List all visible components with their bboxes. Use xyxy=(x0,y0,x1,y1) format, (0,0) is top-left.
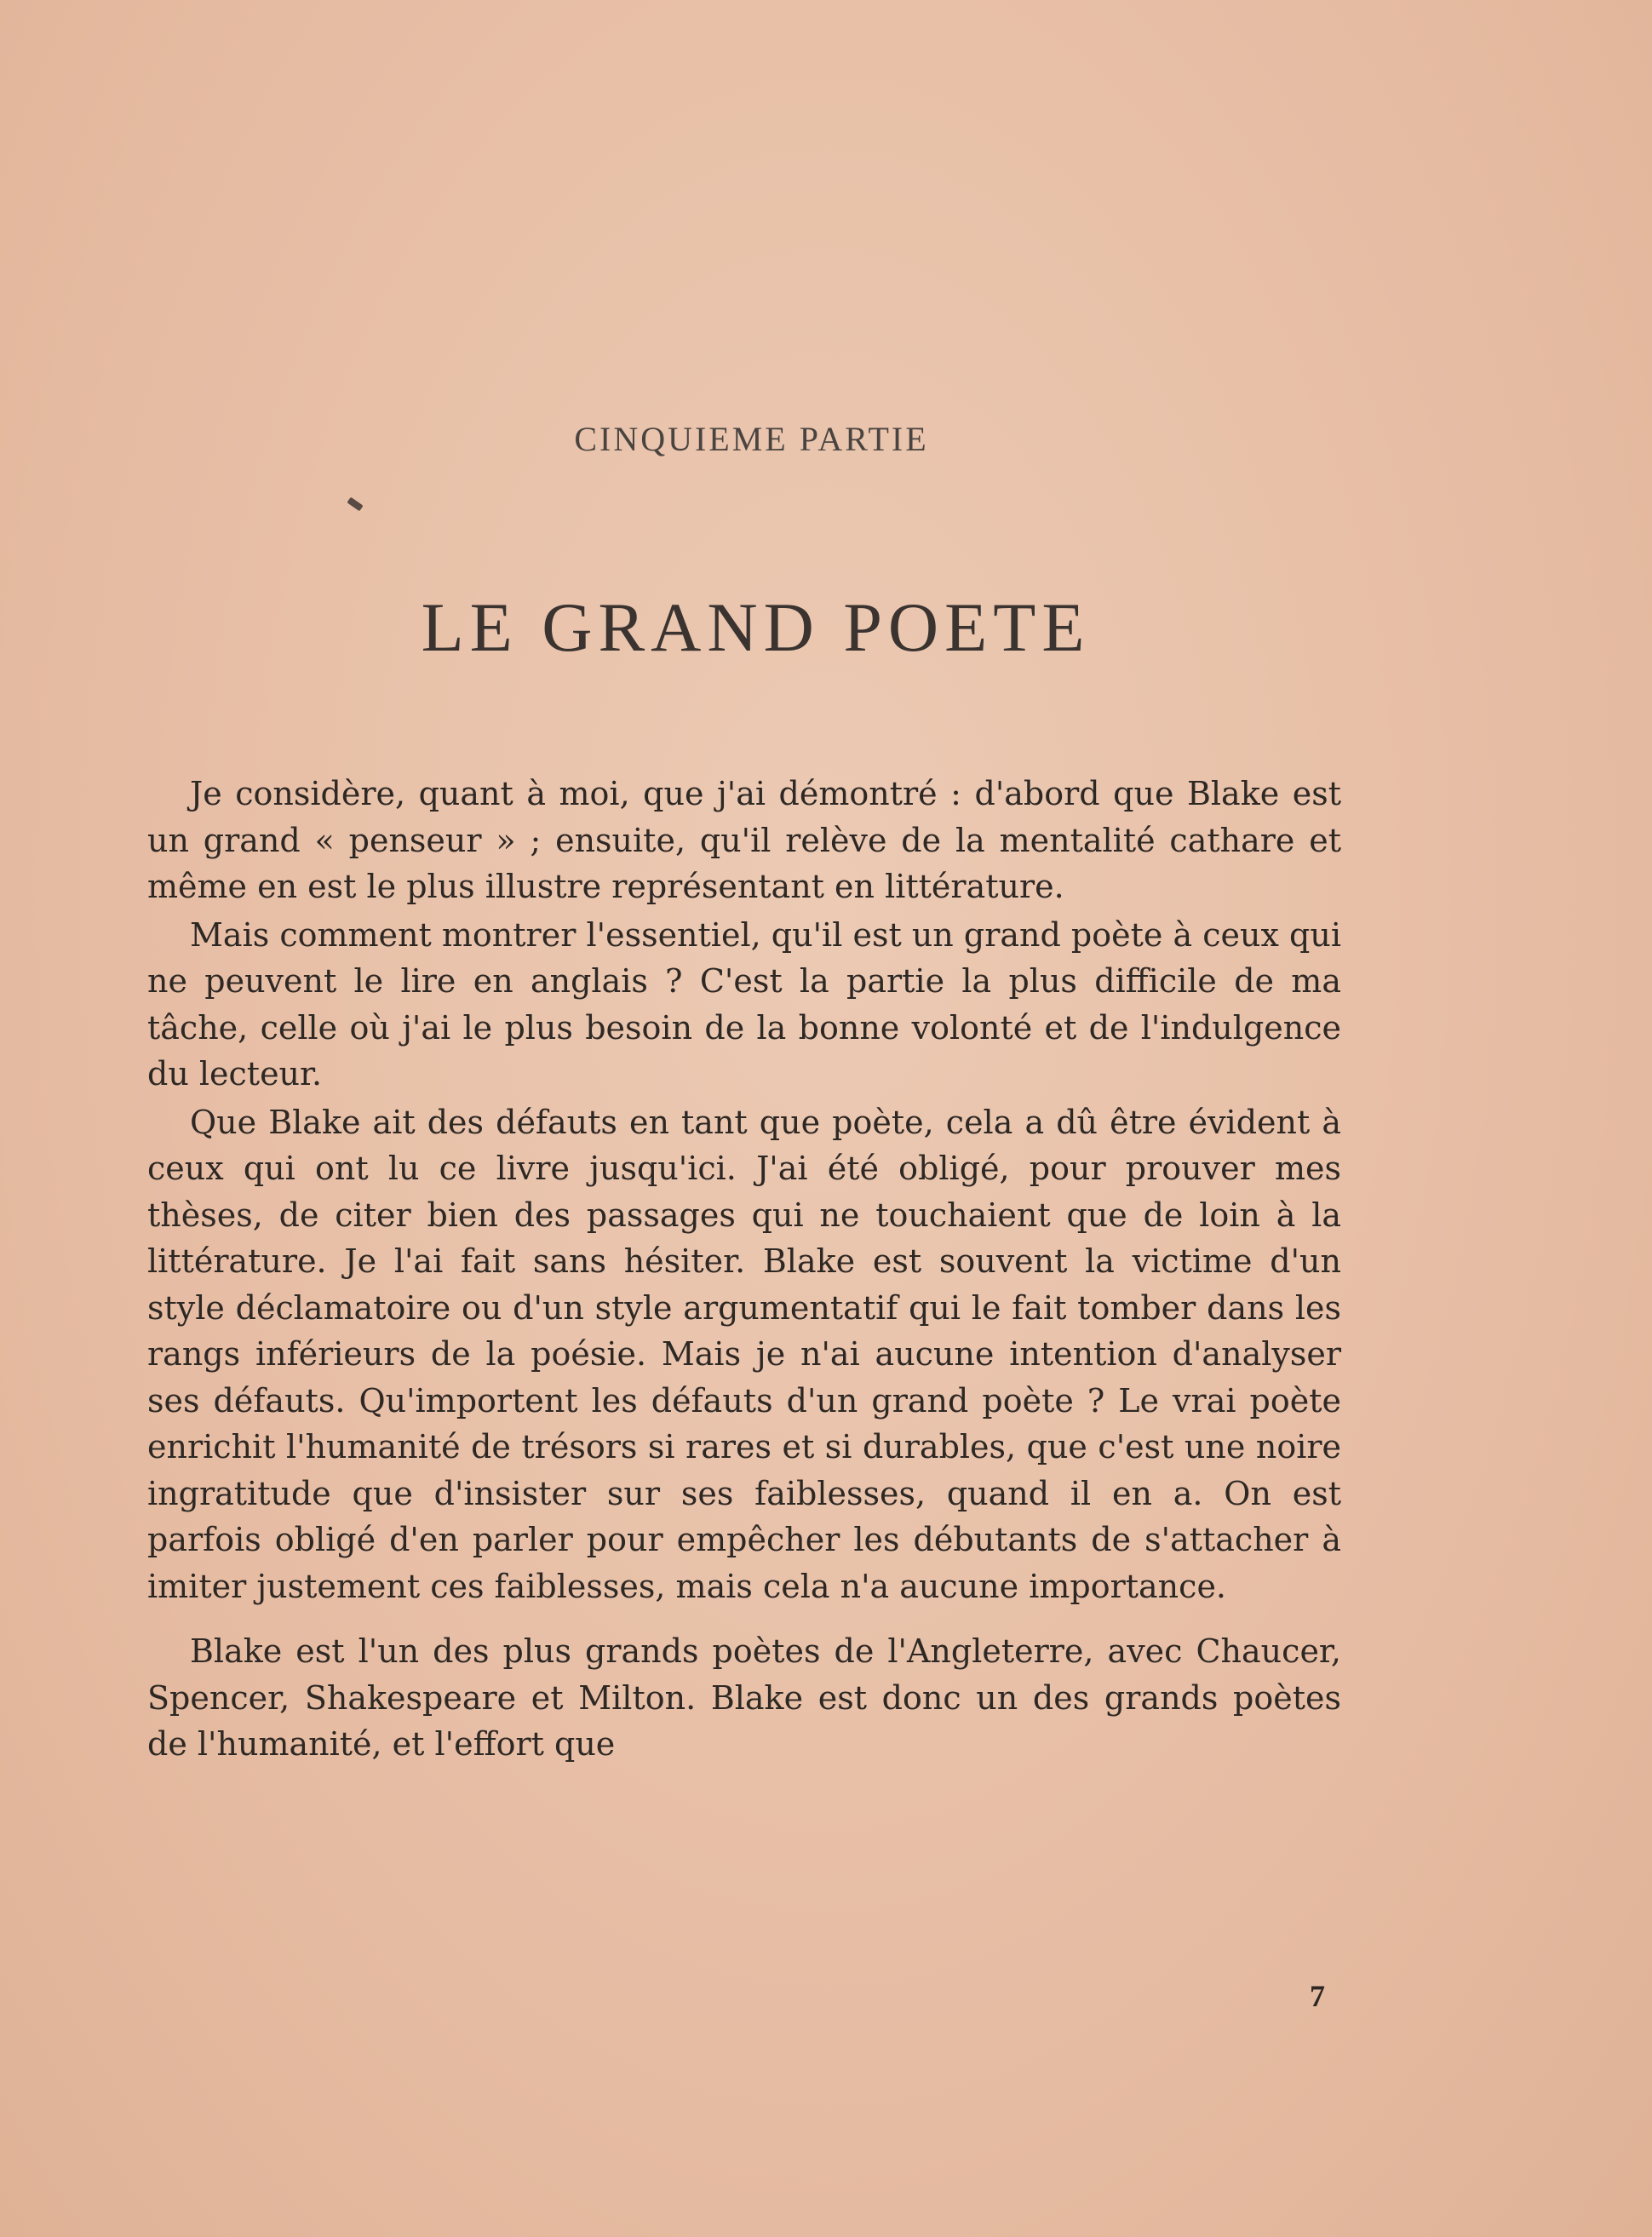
paragraph-2: Mais comment montrer l'essentiel, qu'il est un grand poète à ceux qui ne peuvent le lire en anglais ? C'est la partie la plus difficile de ma tâche, celle où j'ai le plus besoin de la bonne volonté et de l'indulgence du lecteur. xyxy=(147,915,1341,1093)
body-text xyxy=(147,771,1341,1768)
paragraph-4: Blake est l'un des plus grands poètes de l'Angleterre, avec Chaucer, Spencer, Shakespeare et Milton. Blake est donc un des grands poètes de l'humanité, et l'effort que xyxy=(147,1632,1341,1763)
page-number: 7 xyxy=(1310,1979,1325,2013)
paragraph-3: Que Blake ait des défauts en tant que poète, cela a dû être évident à ceux qui ont lu ce livre jusqu'ici. J'ai été obligé, pour prouver mes thèses, de citer bien des passages qui ne touchaient que de loin à la littérature. Je l'ai fait sans hésiter. Blake est souvent la victime d'un style déclamatoire ou d'un style argumentatif qui le fait tomber dans les rangs inférieurs de la poésie. Mais je n'ai aucune intention d'analyser ses défauts. Qu'importent les défauts d'un grand poète ? Le vrai poète enrichit l'humanité de trésors si rares et si durables, que c'est une noire ingratitude que d'insister sur ses faiblesses, quand il en a. On est parfois obligé d'en parler pour empêcher les débutants de s'attacher à imiter justement ces faiblesses, mais cela n'a aucune importance. xyxy=(147,1103,1341,1605)
section-heading: CINQUIEME PARTIE xyxy=(574,420,929,458)
chapter-title: LE GRAND POETE xyxy=(421,588,1091,666)
ink-speck xyxy=(347,497,363,512)
paragraph-1: Je considère, quant à moi, que j'ai démontré : d'abord que Blake est un grand « penseur » ; ensuite, qu'il relève de la mentalité cathare et même en est le plus illustre représentant en littérature. xyxy=(147,775,1341,905)
